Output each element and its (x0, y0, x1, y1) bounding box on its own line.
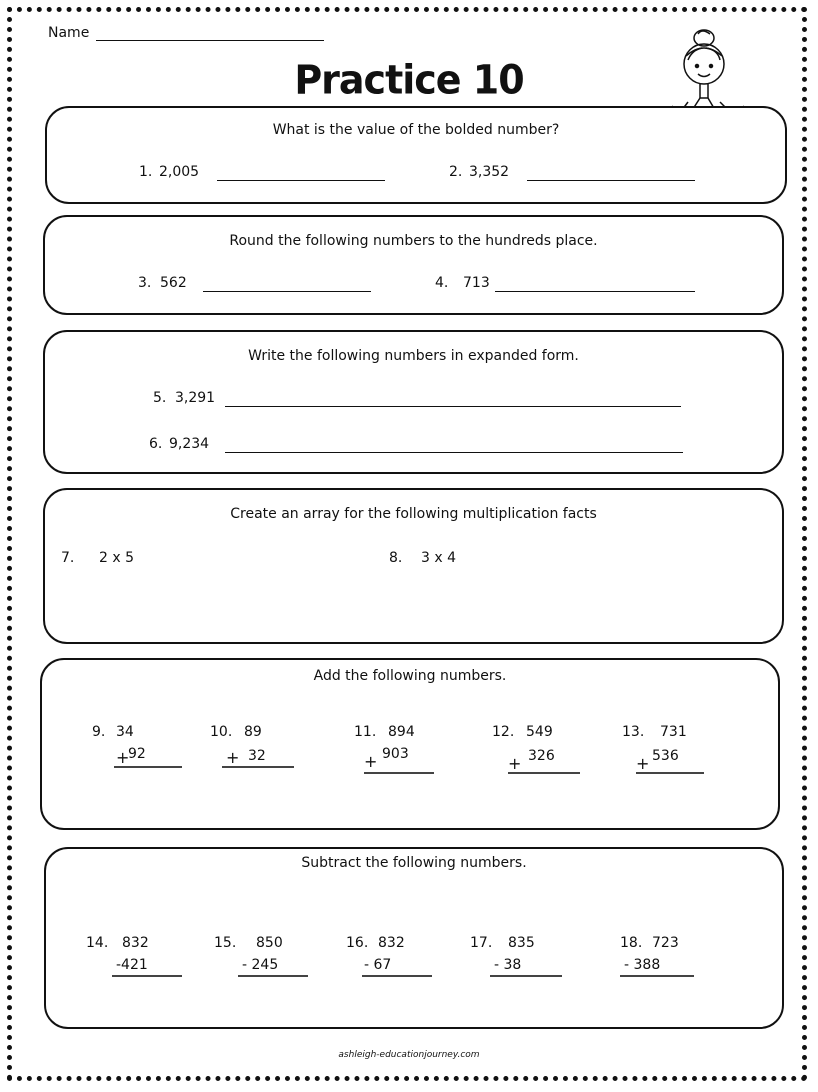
question-13-bottom: 536 (652, 748, 679, 764)
question-16-answer-line[interactable] (362, 975, 432, 977)
question-4-number: 4. (435, 275, 449, 291)
question-3-number: 3. (138, 275, 152, 291)
question-8-number: 8. (389, 550, 403, 566)
question-18-bottom: - 388 (624, 957, 661, 973)
question-2-answer-line[interactable] (527, 180, 695, 181)
question-12-bottom: 326 (528, 748, 555, 764)
question-13-answer-line[interactable] (636, 772, 704, 774)
question-10-answer-line[interactable] (222, 766, 294, 768)
subtraction-instruction: Subtract the following numbers. (301, 855, 527, 871)
question-14-top: 832 (122, 935, 149, 951)
question-6-number: 6. (149, 436, 163, 452)
section-arrays (43, 488, 784, 644)
question-8-value: 3 x 4 (421, 550, 456, 566)
question-4-answer-line[interactable] (495, 291, 695, 292)
question-2-value: 3,352 (469, 164, 510, 180)
question-6-value: 9,234 (169, 436, 210, 452)
question-5-number: 5. (153, 390, 167, 406)
question-11-number: 11. (354, 724, 377, 740)
question-13-number: 13. (622, 724, 645, 740)
section-place-value (45, 106, 787, 204)
question-11-top: 894 (388, 724, 415, 740)
question-17-bottom: - 38 (494, 957, 522, 973)
question-13-top: 731 (660, 724, 687, 740)
question-10-plus: + (226, 748, 240, 767)
question-14-number: 14. (86, 935, 109, 951)
question-16-bottom: - 67 (364, 957, 392, 973)
question-1-number: 1. (139, 164, 153, 180)
rounding-instruction: Round the following numbers to the hundreds place. (229, 233, 598, 249)
footer-credit: ashleigh-educationjourney.com (338, 1050, 480, 1060)
question-10-number: 10. (210, 724, 233, 740)
question-6-answer-line[interactable] (225, 452, 683, 453)
question-10-bottom: 32 (248, 748, 266, 764)
question-14-answer-line[interactable] (112, 975, 182, 977)
question-1-value: 2,005 (159, 164, 200, 180)
expanded-instruction: Write the following numbers in expanded form. (248, 348, 579, 364)
question-18-number: 18. (620, 935, 643, 951)
addition-instruction: Add the following numbers. (313, 668, 507, 684)
question-9-top: 34 (116, 724, 134, 740)
page-title: Practice 10 (294, 56, 524, 104)
question-12-answer-line[interactable] (508, 772, 580, 774)
question-9-number: 9. (92, 724, 106, 740)
question-13-plus: + (636, 754, 650, 773)
question-11-answer-line[interactable] (364, 772, 434, 774)
question-2-number: 2. (449, 164, 463, 180)
question-5-answer-line[interactable] (225, 406, 681, 407)
section-subtraction (44, 847, 784, 1029)
question-12-plus: + (508, 754, 522, 773)
section-addition (40, 658, 780, 830)
question-1-answer-line[interactable] (217, 180, 385, 181)
section-expanded-form (43, 330, 784, 474)
section-rounding (43, 215, 784, 315)
question-9-plus: + (116, 748, 130, 767)
question-5-value: 3,291 (175, 390, 216, 406)
question-17-answer-line[interactable] (490, 975, 562, 977)
place-value-instruction: What is the value of the bolded number? (272, 122, 560, 138)
name-label: Name (48, 25, 90, 41)
question-7-number: 7. (61, 550, 75, 566)
question-17-top: 835 (508, 935, 535, 951)
question-7-value: 2 x 5 (99, 550, 134, 566)
question-4-value: 713 (463, 275, 490, 291)
question-3-answer-line[interactable] (203, 291, 371, 292)
question-12-number: 12. (492, 724, 515, 740)
question-9-bottom: 92 (128, 746, 146, 762)
question-9-answer-line[interactable] (114, 766, 182, 768)
question-18-top: 723 (652, 935, 679, 951)
question-18-answer-line[interactable] (620, 975, 694, 977)
name-answer-line[interactable] (96, 40, 324, 41)
question-16-top: 832 (378, 935, 405, 951)
question-15-bottom: - 245 (242, 957, 279, 973)
array-instruction: Create an array for the following multiplication facts (230, 506, 597, 522)
question-17-number: 17. (470, 935, 493, 951)
question-3-value: 562 (160, 275, 187, 291)
question-11-bottom: 903 (382, 746, 409, 762)
question-10-top: 89 (244, 724, 262, 740)
question-15-top: 850 (256, 935, 283, 951)
question-16-number: 16. (346, 935, 369, 951)
question-15-answer-line[interactable] (238, 975, 308, 977)
question-12-top: 549 (526, 724, 553, 740)
question-15-number: 15. (214, 935, 237, 951)
question-11-plus: + (364, 752, 378, 771)
question-14-bottom: -421 (116, 957, 148, 973)
